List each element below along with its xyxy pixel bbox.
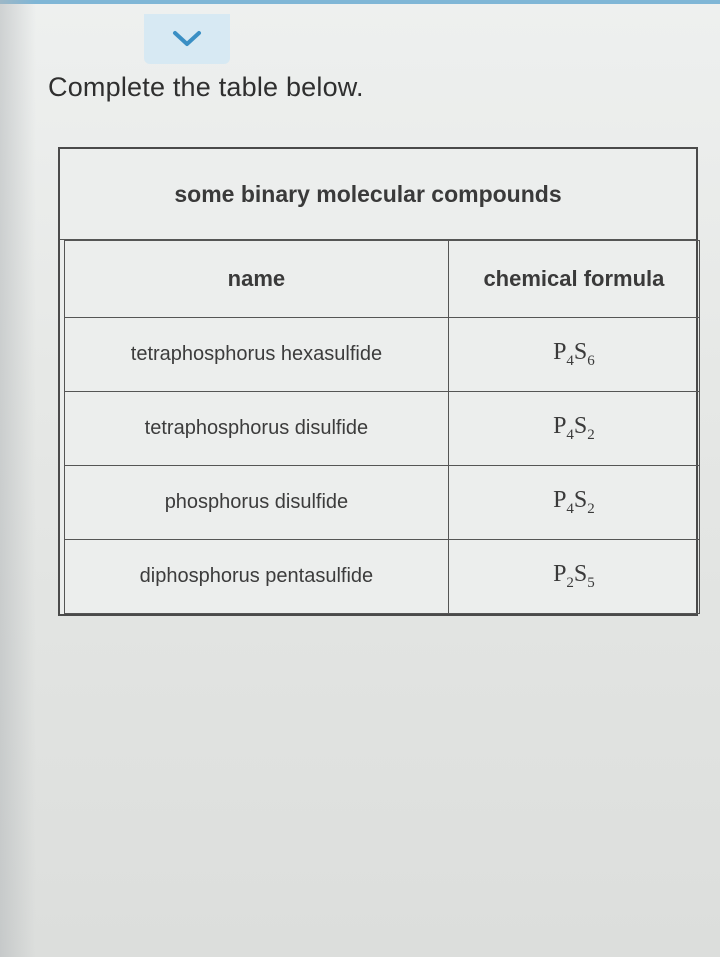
collapse-button[interactable] [144,14,230,64]
table-header-row [65,241,700,318]
chemical-formula-cell[interactable] [448,392,699,466]
chemical-formula-cell[interactable] [448,318,699,392]
compounds-table [64,240,700,614]
chevron-down-icon [170,28,204,50]
compounds-table-container [58,147,698,616]
compound-name-cell[interactable]: diphosphorus pentasulfide [65,540,449,614]
table-row [65,540,700,614]
table-row [65,318,700,392]
chemical-formula: $P_4S_2$ [553,413,595,443]
chemical-formula-cell[interactable] [448,540,699,614]
compound-name-cell[interactable]: tetraphosphorus disulfide [65,392,449,466]
question-prompt: Complete the table below. [48,72,364,102]
compound-name-cell[interactable]: tetraphosphorus hexasulfide [65,318,449,392]
chemical-formula: $P_2S_5$ [553,561,595,591]
header-chemical-formula: chemical formula [448,241,699,318]
table-row [65,466,700,540]
chemical-formula-cell[interactable] [448,466,699,540]
chemical-formula: $P_4S_6$ [553,339,595,369]
header-name: name [65,241,449,318]
left-edge-shadow [0,0,36,957]
table-caption: some binary molecular compounds [60,149,696,240]
chemical-formula: $P_4S_2$ [553,487,595,517]
compound-name-cell[interactable]: phosphorus disulfide [65,466,449,540]
table-row [65,392,700,466]
top-accent-strip [0,0,720,4]
